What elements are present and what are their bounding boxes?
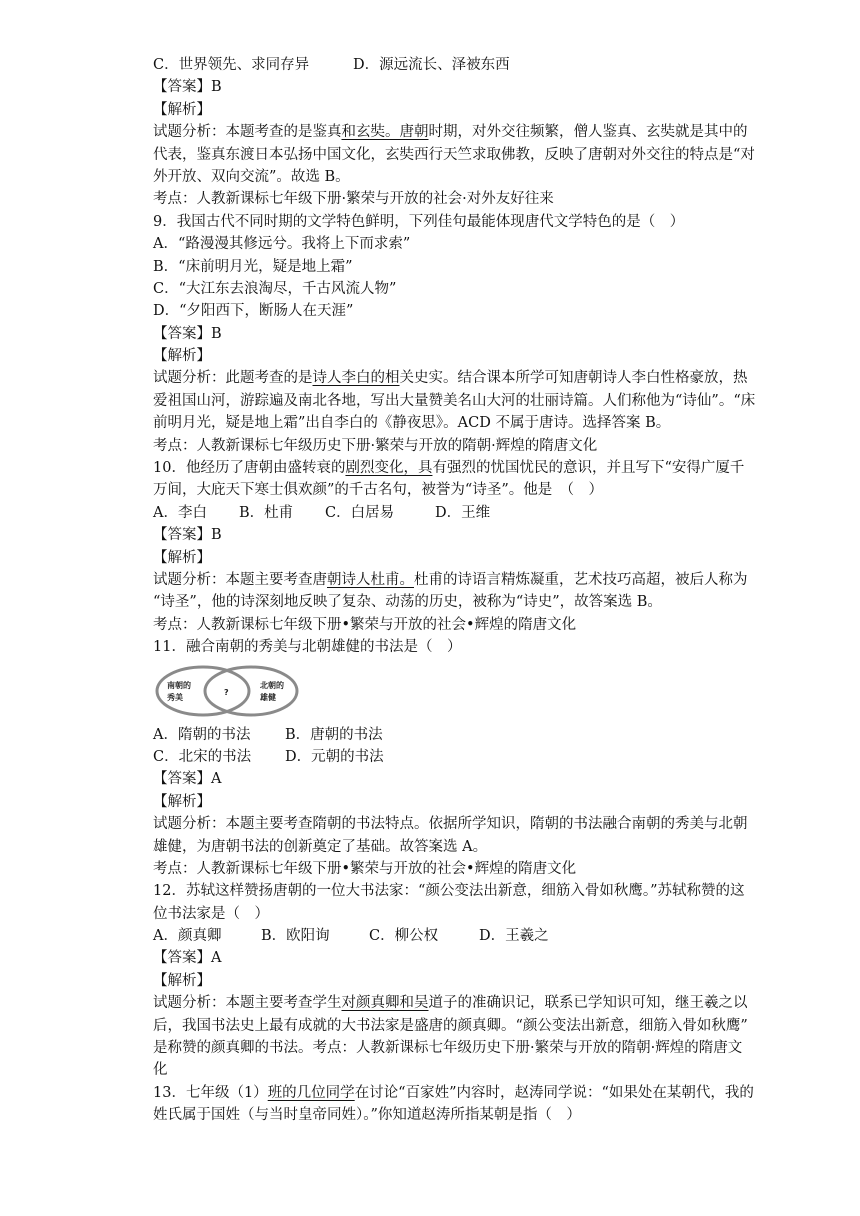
- underlined-text: 诗人李白的相: [312, 370, 400, 387]
- q9-option-c: C．“大江东去浪淘尽，千古风流人物”: [153, 280, 397, 297]
- q10-stem-line-2: 万间，大庇天下寒士俱欢颜”的千古名句，被誉为“诗圣”。他是 （ ）: [153, 482, 603, 499]
- underlined-text: 剧烈变化，具: [345, 460, 433, 477]
- q9-analysis-line-1: 试题分析：此题考查的是诗人李白的相关史实。结合课本所学可知唐朝诗人李白性格豪放，热: [153, 370, 748, 387]
- q11-options-cd: [153, 746, 773, 768]
- q13-stem-line-1: 13．七年级（1）班的几位同学在讨论“百家姓”内容时，赵涛同学说：“如果处在某朝代，我的: [153, 1084, 754, 1101]
- q9-option-b: B．“床前明月光，疑是地上霜”: [153, 258, 353, 275]
- q11-option-a: A．隋朝的书法: [153, 726, 251, 743]
- q10-analysis-line-2: “诗圣”，他的诗深刻地反映了复杂、动荡的历史，被称为“诗史”，故答案选 B。: [153, 594, 662, 611]
- q12-option-a: A．颜真卿: [153, 928, 222, 945]
- venn-middle-label: ?: [224, 687, 229, 697]
- q9-answer: 【答案】B: [153, 325, 222, 342]
- q10-option-c: C．白居易: [325, 504, 395, 521]
- q11-options-ab: [153, 724, 773, 746]
- q9-knowledge-point: 考点：人教新课标七年级历史下册·繁荣与开放的隋朝·辉煌的隋唐文化: [153, 437, 598, 454]
- q8-option-d: D．源远流长、泽被东西: [353, 57, 510, 73]
- underlined-text: 和玄奘。唐朝: [341, 124, 429, 141]
- q12-option-d: D．王羲之: [479, 928, 549, 945]
- q11-knowledge-point: 考点：人教新课标七年级下册•繁荣与开放的社会•辉煌的隋唐文化: [153, 860, 577, 877]
- q11-option-d: D．元朝的书法: [285, 748, 384, 765]
- q10-answer: 【答案】B: [153, 527, 222, 544]
- q8-analysis-line-3: 外开放、双向交流”。故选 B。: [153, 168, 350, 185]
- q8-analysis-heading: 【解析】: [153, 101, 211, 118]
- q9-analysis-line-3: 前明月光，疑是地上霜”出自李白的《静夜思》。ACD 不属于唐诗。选择答案 B。: [153, 415, 671, 432]
- q8-analysis-line-1: 试题分析：本题考查的是鉴真和玄奘。唐朝时期，对外交往频繁，僧人鉴真、玄奘就是其中的: [153, 124, 748, 141]
- q10-option-a: A．李白: [153, 504, 207, 521]
- q8-analysis-line-2: 代表，鉴真东渡日本弘扬中国文化，玄奘西行天竺求取佛教，反映了唐朝对外交往的特点是“对: [153, 146, 755, 163]
- q9-stem: 9．我国古代不同时期的文学特色鲜明，下列佳句最能体现唐代文学特色的是（ ）: [153, 213, 685, 230]
- underlined-text: 对颜真卿和吴: [341, 995, 429, 1012]
- q12-option-b: B．欧阳询: [261, 928, 330, 945]
- venn-diagram-graphic: [153, 664, 303, 718]
- q8-answer: 【答案】B: [153, 79, 222, 96]
- q9-option-a: A．“路漫漫其修远兮。我将上下而求索”: [153, 236, 411, 253]
- underlined-text: 班的几位同学: [267, 1084, 355, 1101]
- venn-diagram: [153, 664, 773, 718]
- venn-left-circle: [157, 667, 249, 715]
- q10-options: [153, 502, 773, 524]
- q10-stem-line-1: 10．他经历了唐朝由盛转衰的剧烈变化，具有强烈的忧国忧民的意识，并且写下“安得广厦千: [153, 460, 745, 477]
- q12-stem-line-1: 12．苏轼这样赞扬唐朝的一位大书法家：“颜公变法出新意，细筋入骨如秋鹰。”苏轼称赞的这: [153, 883, 745, 900]
- venn-right-label-2: 雄健: [260, 692, 276, 702]
- q10-knowledge-point: 考点：人教新课标七年级下册•繁荣与开放的社会•辉煌的隋唐文化: [153, 616, 577, 633]
- q11-analysis-line-2: 雄健，为唐朝书法的创新奠定了基础。故答案选 A。: [153, 838, 488, 855]
- q11-analysis-line-1: 试题分析：本题主要考查隋朝的书法特点。依据所学知识，隋朝的书法融合南朝的秀美与北朝: [153, 816, 748, 833]
- q10-analysis-line-1: 试题分析：本题主要考查唐朝诗人杜甫。杜甫的诗语言精炼凝重，艺术技巧高超，被后人称为: [153, 571, 748, 588]
- q11-answer: 【答案】A: [153, 771, 222, 788]
- q12-options: [153, 925, 773, 947]
- q8-knowledge-point: 考点：人教新课标七年级下册·繁荣与开放的社会·对外友好往来: [153, 191, 554, 208]
- venn-left-label-1: 南朝的: [167, 680, 191, 690]
- q11-stem: 11．融合南朝的秀美与北朝雄健的书法是（ ）: [153, 639, 462, 656]
- venn-right-circle: [205, 667, 297, 715]
- q9-option-d: D．“夕阳西下，断肠人在天涯”: [153, 303, 354, 320]
- q12-analysis-line-1: 试题分析：本题主要考查学生对颜真卿和吴道子的准确识记，联系已学知识可知，继王羲之以: [153, 995, 748, 1012]
- q10-option-d: D．王维: [435, 504, 491, 521]
- q8-option-c: C．世界领先、求同存异: [153, 57, 310, 73]
- q10-option-b: B．杜甫: [239, 504, 294, 521]
- q12-analysis-line-4: 化: [153, 1062, 168, 1079]
- q12-answer: 【答案】A: [153, 950, 222, 967]
- underlined-text: 朝诗人杜甫。: [327, 571, 414, 588]
- q12-analysis-heading: 【解析】: [153, 972, 211, 989]
- q9-analysis-line-2: 爱祖国山河，游踪遍及南北各地，写出大量赞美名山大河的壮丽诗篇。人们称他为“诗仙”。“床: [153, 392, 756, 409]
- q12-stem-line-2: 位书法家是（ ）: [153, 905, 269, 922]
- q12-analysis-line-3: 是称赞的颜真卿的书法。考点：人教新课标七年级历史下册·繁荣与开放的隋朝·辉煌的隋唐文: [153, 1040, 743, 1057]
- venn-left-label-2: 秀美: [167, 692, 183, 702]
- q12-option-c: C．柳公权: [369, 928, 439, 945]
- document-page: [153, 54, 773, 1127]
- q11-option-c: C．北宋的书法: [153, 748, 252, 765]
- q10-analysis-heading: 【解析】: [153, 549, 211, 566]
- venn-right-label-1: 北朝的: [260, 680, 284, 690]
- q8-options-cd: [153, 54, 773, 76]
- q11-analysis-heading: 【解析】: [153, 793, 211, 810]
- q13-stem-line-2: 姓氏属于国姓（与当时皇帝同姓）。”你知道赵涛所指某朝是指（ ）: [153, 1107, 581, 1124]
- q9-analysis-heading: 【解析】: [153, 348, 211, 365]
- q11-option-b: B．唐朝的书法: [285, 726, 383, 743]
- q12-analysis-line-2: 后，我国书法史上最有成就的大书法家是盛唐的颜真卿。“颜公变法出新意，细筋入骨如秋鹰”: [153, 1017, 748, 1034]
